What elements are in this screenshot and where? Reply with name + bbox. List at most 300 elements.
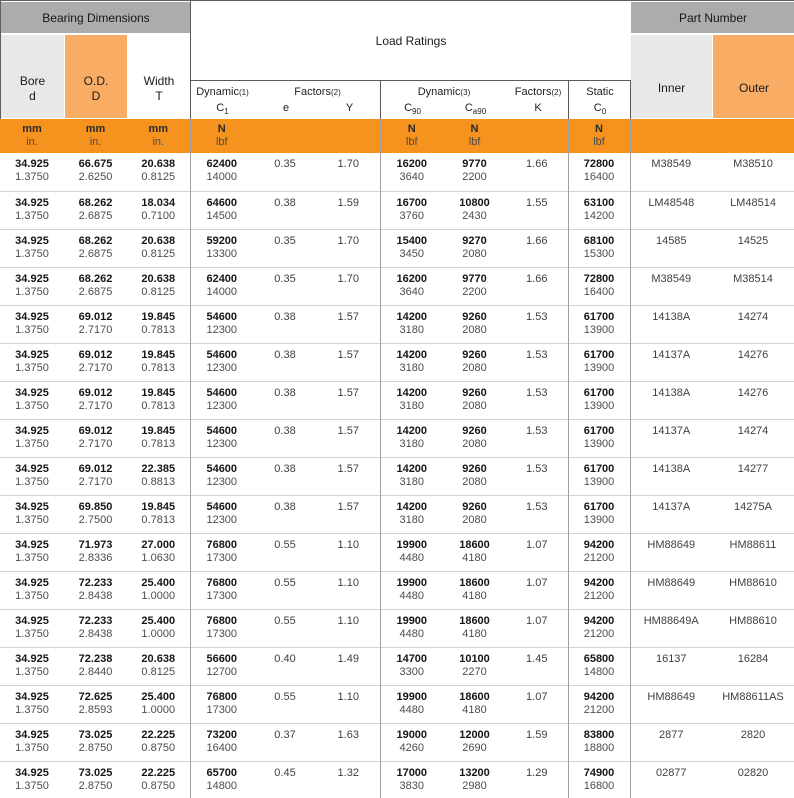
cell-ca90: [443, 457, 506, 495]
cell-y: [317, 495, 380, 533]
unit-in: in.: [26, 136, 38, 148]
outer-part-number: 14277: [737, 462, 769, 475]
cell-inner-part: [630, 381, 712, 419]
cell-e: [253, 267, 317, 305]
bore-mm-value: 34.925: [15, 652, 49, 665]
table-row: [0, 647, 794, 685]
cell-bore: [0, 647, 64, 685]
inner-part-number: 14585: [655, 234, 687, 247]
cell-outer-part: [712, 153, 794, 191]
cell-inner-part: [630, 191, 712, 229]
cell-ca90: [443, 419, 506, 457]
ca90-lbf-value: 4180: [462, 703, 487, 716]
k-value: 1.59: [526, 728, 548, 741]
outer-part-number: LM48514: [730, 196, 776, 209]
cell-y: [317, 647, 380, 685]
cell-ca90: [443, 191, 506, 229]
k-value: 1.66: [526, 234, 548, 247]
table-row: [0, 495, 794, 533]
cell-inner-part: [630, 571, 712, 609]
cell-outer-part: [712, 495, 794, 533]
c0-lbf-value: 21200: [583, 627, 615, 640]
outer-part-number: 2820: [740, 728, 766, 741]
c0-lbf-value: 15300: [583, 247, 615, 260]
c90-lbf-value: 3760: [399, 209, 424, 222]
y-value: 1.10: [337, 538, 359, 551]
od-mm-value: 69.012: [78, 424, 113, 437]
cell-k: [506, 191, 568, 229]
ca90-n-value: 9770: [462, 272, 487, 285]
od-in-value: 2.6875: [78, 285, 113, 298]
c0-lbf-value: 16400: [583, 285, 615, 298]
cell-c0: [568, 685, 630, 723]
width-in-value: 0.8813: [141, 475, 176, 488]
table-row: [0, 153, 794, 191]
divider-static-part: [630, 80, 631, 119]
c90-n-value: 14700: [396, 652, 428, 665]
unit-lbf: lbf: [468, 136, 481, 148]
cell-c0: [568, 267, 630, 305]
ca90-lbf-value: 2080: [462, 323, 487, 336]
cell-outer-part: [712, 267, 794, 305]
ca90-n-value: 18600: [459, 576, 490, 589]
bore-in-value: 1.3750: [15, 551, 49, 564]
unit-lbf: lbf: [405, 136, 418, 148]
cell-c1: [190, 305, 253, 343]
col-symbol-ca90: $C_{a90}$: [464, 102, 487, 117]
group-label-factors2: Factors(2): [514, 86, 562, 98]
ca90-n-value: 10100: [459, 652, 490, 665]
footnote-2b: (2): [551, 88, 562, 97]
cell-od: [64, 153, 127, 191]
c1-lbf-value: 14000: [206, 171, 238, 183]
cell-e: [253, 457, 317, 495]
cell-bore: [0, 153, 64, 191]
cell-e: [253, 571, 317, 609]
e-value: 0.35: [274, 272, 296, 285]
cell-od: [64, 495, 127, 533]
od-in-value: 2.7170: [78, 361, 113, 374]
cell-outer-part: [712, 229, 794, 267]
cell-inner-part: [630, 153, 712, 191]
group-label-static: Static: [586, 86, 614, 98]
c0-lbf-value: 13900: [583, 361, 615, 374]
c0-lbf-value: 13900: [583, 323, 615, 336]
cell-e: [253, 609, 317, 647]
c90-n-value: 19900: [396, 538, 428, 551]
c90-lbf-value: 3830: [399, 779, 424, 792]
cell-c90: [380, 571, 443, 609]
bore-mm-value: 34.925: [15, 690, 49, 703]
width-mm-value: 25.400: [141, 576, 176, 589]
bore-in-value: 1.3750: [15, 399, 49, 412]
outer-part-number: HM88610: [729, 576, 777, 589]
c1-lbf-value: 14500: [206, 209, 238, 222]
cell-ca90: [443, 761, 506, 798]
od-mm-value: 72.625: [78, 690, 113, 703]
c0-lbf-value: 13900: [583, 399, 615, 412]
width-mm-value: 22.385: [141, 462, 176, 475]
cell-width: [127, 305, 190, 343]
bore-mm-value: 34.925: [15, 500, 49, 513]
c90-n-value: 16700: [396, 196, 428, 209]
cell-c90: [380, 267, 443, 305]
c0-lbf-value: 13900: [583, 475, 615, 488]
table-row: [0, 419, 794, 457]
cell-width: [127, 647, 190, 685]
outer-part-number: 14275A: [734, 500, 772, 513]
c1-lbf-value: 17300: [206, 703, 238, 716]
width-label: Width: [143, 73, 175, 88]
cell-width: [127, 229, 190, 267]
width-in-value: 0.8125: [141, 285, 176, 298]
od-mm-value: 69.012: [78, 310, 113, 323]
c90-n-value: 14200: [396, 310, 428, 323]
cell-c0: [568, 153, 630, 191]
e-value: 0.38: [274, 424, 296, 437]
od-in-value: 2.8438: [78, 627, 113, 640]
bore-label: Bore: [19, 73, 46, 88]
cell-width: [127, 343, 190, 381]
c90-lbf-value: 4480: [399, 627, 424, 640]
ca90-n-value: 9260: [462, 310, 487, 323]
cell-e: [253, 343, 317, 381]
cell-bore: [0, 419, 64, 457]
cell-e: [253, 305, 317, 343]
c1-n-value: 54600: [206, 500, 238, 513]
inner-part-number: HM88649: [647, 576, 696, 589]
c1-n-value: 76800: [206, 538, 238, 551]
width-in-value: 0.7813: [141, 323, 176, 336]
cell-width: [127, 495, 190, 533]
cell-outer-part: [712, 305, 794, 343]
cell-c0: [568, 495, 630, 533]
bore-mm-value: 34.925: [15, 766, 49, 779]
cell-c0: [568, 609, 630, 647]
od-label: O.D.: [83, 73, 109, 88]
width-mm-value: 22.225: [141, 728, 176, 741]
width-mm-value: 18.034: [141, 196, 176, 209]
outer-label: Outer: [738, 81, 769, 95]
ca90-lbf-value: 2080: [462, 437, 487, 450]
y-value: 1.70: [337, 158, 359, 170]
cell-inner-part: [630, 419, 712, 457]
cell-c90: [380, 343, 443, 381]
width-in-value: 1.0000: [141, 627, 176, 640]
cell-k: [506, 495, 568, 533]
column-header-outer: [713, 35, 794, 118]
cell-c0: [568, 381, 630, 419]
cell-c1: [190, 343, 253, 381]
table-row: [0, 685, 794, 723]
od-mm-value: 68.262: [78, 196, 113, 209]
cell-c1: [190, 571, 253, 609]
y-value: 1.57: [337, 462, 359, 475]
cell-outer-part: [712, 191, 794, 229]
divider-k-static: [568, 80, 569, 119]
divider-dimensions-load: [190, 1, 191, 119]
c1-lbf-value: 12300: [206, 323, 238, 336]
cell-c1: [190, 685, 253, 723]
c90-n-value: 17000: [396, 766, 428, 779]
c0-lbf-value: 21200: [583, 703, 615, 716]
cell-ca90: [443, 153, 506, 191]
cell-c1: [190, 419, 253, 457]
table-row: [0, 343, 794, 381]
cell-k: [506, 229, 568, 267]
ca90-lbf-value: 2080: [462, 513, 487, 526]
cell-e: [253, 647, 317, 685]
ca90-lbf-value: 4180: [462, 589, 487, 602]
ca90-n-value: 9260: [462, 462, 487, 475]
outer-part-number: M38510: [733, 158, 773, 170]
width-mm-value: 19.845: [141, 348, 176, 361]
bore-in-value: 1.3750: [15, 437, 49, 450]
k-value: 1.53: [526, 310, 548, 323]
cell-width: [127, 191, 190, 229]
e-value: 0.55: [274, 538, 296, 551]
bore-in-value: 1.3750: [15, 741, 49, 754]
cell-bore: [0, 533, 64, 571]
table-row: [0, 191, 794, 229]
bore-mm-value: 34.925: [15, 272, 49, 285]
cell-outer-part: [712, 343, 794, 381]
cell-outer-part: [712, 533, 794, 571]
cell-c1: [190, 267, 253, 305]
cell-k: [506, 267, 568, 305]
y-value: 1.63: [337, 728, 359, 741]
cell-bore: [0, 381, 64, 419]
y-value: 1.59: [337, 196, 359, 209]
od-symbol: D: [91, 88, 101, 103]
e-value: 0.38: [274, 386, 296, 399]
ca90-n-value: 9260: [462, 424, 487, 437]
cell-e: [253, 191, 317, 229]
inner-part-number: 2877: [659, 728, 684, 741]
table-header: [0, 1, 794, 119]
width-in-value: 0.8125: [141, 247, 176, 260]
c90-n-value: 14200: [396, 462, 428, 475]
y-value: 1.57: [337, 310, 359, 323]
width-mm-value: 22.225: [141, 766, 176, 779]
width-mm-value: 20.638: [141, 652, 176, 665]
cell-ca90: [443, 343, 506, 381]
cell-c0: [568, 191, 630, 229]
ca90-lbf-value: 4180: [462, 627, 487, 640]
cell-c0: [568, 647, 630, 685]
outer-part-number: 14274: [737, 310, 769, 323]
cell-k: [506, 419, 568, 457]
c0-n-value: 61700: [583, 424, 615, 437]
c0-n-value: 94200: [583, 538, 615, 551]
od-in-value: 2.7170: [78, 475, 113, 488]
cell-ca90: [443, 381, 506, 419]
c0-n-value: 94200: [583, 576, 615, 589]
unit-n: N: [407, 123, 416, 135]
col-symbol-c90: $C_{90}$: [404, 102, 421, 117]
cell-c1: [190, 533, 253, 571]
od-mm-value: 72.233: [78, 576, 113, 589]
cell-y: [317, 191, 380, 229]
c90-n-value: 19900: [396, 614, 428, 627]
units-outer: [712, 119, 794, 153]
c1-n-value: 76800: [206, 614, 238, 627]
inner-part-number: 16137: [655, 652, 687, 665]
od-mm-value: 69.012: [78, 386, 113, 399]
units-width: [127, 119, 190, 153]
cell-ca90: [443, 495, 506, 533]
od-in-value: 2.8750: [78, 779, 113, 792]
e-value: 0.55: [274, 576, 296, 589]
cell-inner-part: [630, 457, 712, 495]
c90-lbf-value: 3640: [399, 171, 424, 183]
ca90-lbf-value: 4180: [462, 551, 487, 564]
ca90-n-value: 9270: [462, 234, 487, 247]
cell-c1: [190, 229, 253, 267]
c1-lbf-value: 17300: [206, 589, 238, 602]
cell-ca90: [443, 647, 506, 685]
cell-y: [317, 419, 380, 457]
c0-lbf-value: 21200: [583, 551, 615, 564]
cell-k: [506, 571, 568, 609]
inner-part-number: 14137A: [652, 424, 691, 437]
cell-c0: [568, 305, 630, 343]
e-value: 0.35: [274, 158, 296, 170]
table-row: [0, 381, 794, 419]
cell-ca90: [443, 571, 506, 609]
c1-n-value: 62400: [206, 272, 238, 285]
cell-width: [127, 609, 190, 647]
cell-inner-part: [630, 305, 712, 343]
c1-lbf-value: 13300: [206, 247, 238, 260]
units-y: [317, 119, 380, 153]
cell-c1: [190, 495, 253, 533]
group-header-part-number-label: Part Number: [678, 10, 748, 25]
c0-lbf-value: 14800: [583, 665, 615, 678]
cell-od: [64, 533, 127, 571]
od-mm-value: 72.233: [78, 614, 113, 627]
cell-k: [506, 343, 568, 381]
c1-lbf-value: 14800: [206, 779, 238, 792]
c90-lbf-value: 3180: [399, 475, 424, 488]
bore-in-value: 1.3750: [15, 703, 49, 716]
od-mm-value: 73.025: [78, 728, 113, 741]
c0-n-value: 83800: [583, 728, 615, 741]
cell-inner-part: [630, 685, 712, 723]
cell-k: [506, 457, 568, 495]
k-value: 1.66: [526, 158, 548, 170]
c90-lbf-value: 4480: [399, 551, 424, 564]
cell-y: [317, 761, 380, 798]
c0-n-value: 61700: [583, 462, 615, 475]
cell-inner-part: [630, 647, 712, 685]
bore-in-value: 1.3750: [15, 665, 49, 678]
k-value: 1.53: [526, 462, 548, 475]
c90-n-value: 19000: [396, 728, 428, 741]
outer-part-number: HM88610: [729, 614, 777, 627]
c0-n-value: 63100: [583, 196, 615, 209]
ca90-lbf-value: 2980: [462, 779, 487, 792]
outer-part-number: 14274: [737, 424, 769, 437]
inner-part-number: LM48548: [648, 196, 695, 209]
cell-outer-part: [712, 571, 794, 609]
c90-n-value: 16200: [396, 272, 428, 285]
y-value: 1.57: [337, 424, 359, 437]
cell-ca90: [443, 685, 506, 723]
cell-c90: [380, 153, 443, 191]
cell-od: [64, 457, 127, 495]
table-row: [0, 229, 794, 267]
cell-ca90: [443, 723, 506, 761]
ca90-n-value: 12000: [459, 728, 490, 741]
cell-c90: [380, 305, 443, 343]
cell-c1: [190, 191, 253, 229]
unit-mm: mm: [22, 123, 42, 135]
units-k: [506, 119, 568, 153]
cell-e: [253, 533, 317, 571]
bore-mm-value: 34.925: [15, 386, 49, 399]
width-mm-value: 20.638: [141, 272, 176, 285]
bore-mm-value: 34.925: [15, 310, 49, 323]
od-in-value: 2.8440: [78, 665, 113, 678]
cell-e: [253, 381, 317, 419]
ca90-lbf-value: 2430: [462, 209, 487, 222]
c90-lbf-value: 4480: [399, 589, 424, 602]
cell-c90: [380, 229, 443, 267]
inner-part-number: HM88649: [647, 538, 696, 551]
c1-n-value: 62400: [206, 158, 238, 170]
c90-lbf-value: 3180: [399, 513, 424, 526]
c0-lbf-value: 18800: [583, 741, 615, 754]
bore-in-value: 1.3750: [15, 627, 49, 640]
cell-od: [64, 191, 127, 229]
cell-outer-part: [712, 647, 794, 685]
c0-n-value: 72800: [583, 272, 615, 285]
c1-lbf-value: 12300: [206, 475, 238, 488]
od-in-value: 2.8336: [78, 551, 113, 564]
outer-part-number: 16284: [737, 652, 769, 665]
cell-c90: [380, 609, 443, 647]
c0-lbf-value: 13900: [583, 513, 615, 526]
c0-n-value: 94200: [583, 614, 615, 627]
cell-od: [64, 343, 127, 381]
cell-od: [64, 761, 127, 798]
od-in-value: 2.8750: [78, 741, 113, 754]
cell-y: [317, 343, 380, 381]
bore-mm-value: 34.925: [15, 538, 49, 551]
cell-outer-part: [712, 609, 794, 647]
c1-n-value: 64600: [206, 196, 238, 209]
unit-mm: mm: [148, 123, 169, 135]
c0-n-value: 74900: [583, 766, 615, 779]
c1-n-value: 76800: [206, 690, 238, 703]
c1-n-value: 54600: [206, 310, 238, 323]
cell-y: [317, 571, 380, 609]
units-c90: [380, 119, 443, 153]
cell-k: [506, 723, 568, 761]
bore-in-value: 1.3750: [15, 285, 49, 298]
units-e: [253, 119, 317, 153]
cell-inner-part: [630, 229, 712, 267]
cell-y: [317, 229, 380, 267]
unit-lbf: lbf: [593, 136, 605, 148]
od-mm-value: 69.012: [78, 462, 113, 475]
inner-part-number: HM88649: [647, 690, 696, 703]
ca90-n-value: 18600: [459, 614, 490, 627]
group-header-part-number: [631, 2, 794, 33]
width-in-value: 0.8125: [141, 665, 176, 678]
c90-n-value: 14200: [396, 500, 428, 513]
